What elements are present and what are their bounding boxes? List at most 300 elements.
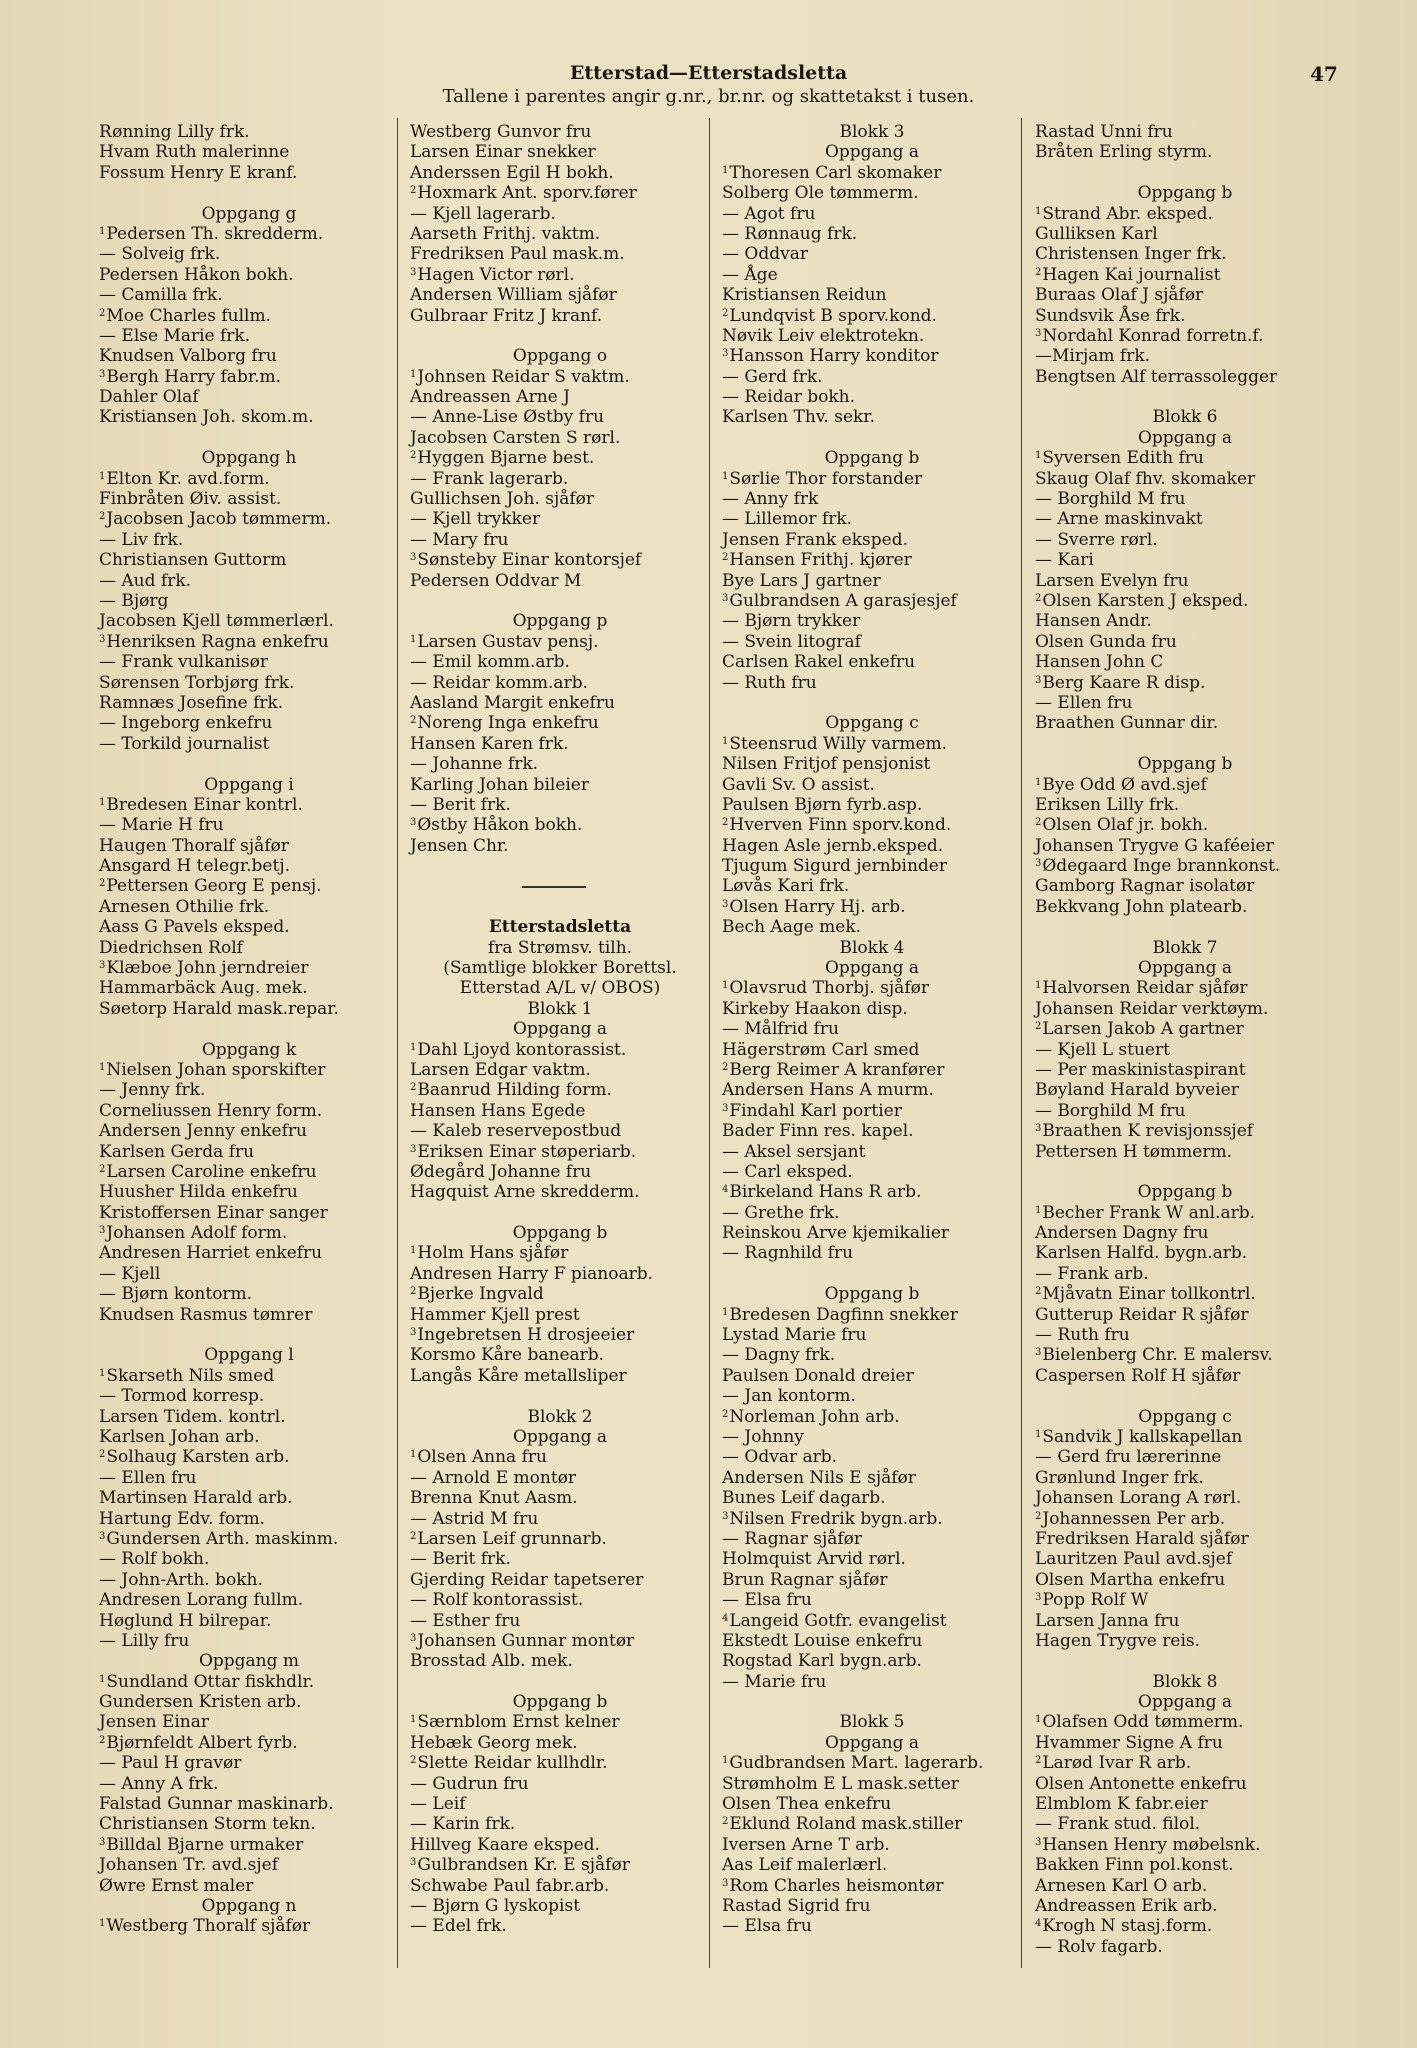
resident-entry [99,1733,399,1753]
resident-entry [722,1243,1022,1263]
entry-text: Hansen Hans Egede [410,1100,586,1121]
entry-text: — Kari [1035,550,1094,571]
entry-floor-number: 2 [99,511,106,523]
resident-entry [410,367,710,387]
resident-entry [722,1651,1022,1671]
resident-entry [410,1835,710,1855]
resident-entry [722,1019,1022,1039]
entry-text: Olsen Anna fru [417,1447,547,1468]
entry-text: Solhaug Karsten arb. [106,1447,290,1468]
entry-text: — Elsa fru [722,1916,812,1937]
entry-text: Finbråten Øiv. assist. [99,489,282,510]
entry-text: Aasland Margit enkefru [410,692,615,713]
entry-text: Anderssen Egil H bokh. [410,162,614,183]
resident-entry [99,917,399,937]
section-heading: Oppgang a [1137,427,1233,448]
entry-text: Sandvik J kallskapellan [1042,1427,1243,1447]
resident-entry [1035,1570,1335,1590]
resident-entry [722,611,1022,631]
entry-text: Johansen Trygve G kaféeier [1035,835,1274,856]
section-heading: Oppgang b [824,448,920,469]
resident-entry [1035,326,1335,346]
resident-entry [722,652,1022,672]
resident-entry [410,1549,710,1569]
column-4 [1035,122,1335,1957]
resident-entry [722,1345,1022,1365]
entry-floor-number: 2 [722,1061,729,1073]
entry-text: — Ragnhild fru [722,1243,854,1264]
resident-entry [99,509,399,529]
resident-entry [410,1366,710,1386]
entry-text: Andreassen Erik arb. [1035,1895,1218,1916]
entry-text: Olsen Harry Hj. arb. [729,896,906,917]
resident-entry [410,265,710,285]
entry-text: Klæboe John jerndreier [106,958,309,979]
section-heading: Oppgang i [204,774,294,795]
entry-text: — Berit frk. [410,1549,511,1570]
resident-entry [99,1631,399,1651]
entry-floor-number: 3 [722,592,729,604]
resident-entry [410,836,710,856]
resident-entry [722,367,1022,387]
resident-entry [722,1386,1022,1406]
resident-entry [1035,999,1335,1019]
resident-entry [410,775,710,795]
resident-entry [410,1040,710,1060]
spacer [99,1325,399,1345]
resident-entry [99,326,399,346]
resident-entry [1035,489,1335,509]
resident-entry [722,183,1022,203]
resident-entry [1035,285,1335,305]
entry-floor-number: 2 [410,715,417,727]
entry-text: Huusher Hilda enkefru [99,1182,298,1203]
entry-text: — Gerd frk. [722,366,823,387]
resident-entry [722,489,1022,509]
entry-text: — Sverre rørl. [1035,529,1158,550]
entry-text: Høglund H bilrepar. [99,1610,272,1631]
resident-entry [410,469,710,489]
resident-entry [722,1121,1022,1141]
entry-text: Gulbrandsen Kr. E sjåfør [417,1855,630,1876]
resident-entry [99,938,399,958]
entry-text: Gullichsen Joh. sjåfør [410,489,595,510]
entry-text: Søetorp Harald mask.repar. [99,998,339,1019]
entry-text: Olsen Karsten J eksped. [1042,590,1249,611]
resident-entry [99,815,399,835]
resident-entry [410,489,710,509]
section-heading: Oppgang l [204,1345,294,1366]
resident-entry [99,876,399,896]
resident-entry [99,1386,399,1406]
entry-text: Caspersen Rolf H sjåfør [1035,1365,1241,1386]
entry-text: Pedersen Håkon bokh. [99,264,294,285]
resident-entry [722,1570,1022,1590]
entry-text: Elmblom K fabr.eier [1035,1794,1208,1815]
resident-entry [722,163,1022,183]
resident-entry [1035,1019,1335,1039]
entry-text: Bekkvang John platearb. [1035,896,1248,917]
resident-entry [1035,244,1335,264]
entry-text: Eklund Roland mask.stiller [729,1814,963,1835]
resident-entry [1035,1835,1335,1855]
resident-entry [410,550,710,570]
entry-text: Slette Reidar kullhdlr. [417,1753,608,1774]
resident-entry [722,1407,1022,1427]
resident-entry [99,1264,399,1284]
entry-text: Bengtsen Alf terrassolegger [1035,366,1278,387]
resident-entry [1035,611,1335,631]
resident-entry [99,1570,399,1590]
entry-text: Rastad Sigrid fru [722,1895,871,1916]
entry-floor-number: 3 [410,1632,417,1644]
column-2 [410,122,710,1937]
page-number: 47 [1310,62,1338,86]
resident-entry [1035,122,1335,142]
entry-floor-number: 2 [410,185,417,197]
entry-text: Jacobsen Kjell tømmerlærl. [99,611,334,632]
section-heading: Oppgang c [1138,1406,1232,1427]
resident-entry [99,1182,399,1202]
entry-text: — Lilly fru [99,1630,190,1651]
entry-text: Østby Håkon bokh. [417,815,583,836]
entry-text: Johansen Reidar verktøym. [1035,998,1269,1019]
resident-entry [410,1121,710,1141]
entry-text: Hagen Trygve reis. [1035,1630,1201,1651]
resident-entry [1035,1590,1335,1610]
entry-text: Fossum Henry E kranf. [99,162,298,183]
resident-entry [1035,713,1335,733]
entry-floor-number: 3 [410,266,417,278]
resident-entry [1035,693,1335,713]
entry-text: — Oddvar [722,244,808,265]
section-heading: Oppgang a [1137,958,1233,979]
entry-text: Knudsen Rasmus tømrer [99,1304,313,1325]
spacer [1035,163,1335,183]
spacer [99,183,399,203]
entry-text: Jensen Frank eksped. [722,529,908,550]
entry-text: Aas Leif malerlærl. [722,1855,888,1876]
resident-entry [1035,795,1335,815]
entry-floor-number: 1 [99,470,106,482]
entry-text: Johansen Lorang A rørl. [1035,1488,1242,1509]
resident-entry [1035,367,1335,387]
resident-entry [99,652,399,672]
entry-text: Christiansen Storm tekn. [99,1814,316,1835]
resident-entry [722,326,1022,346]
entry-text: Bredesen Dagfinn snekker [729,1304,958,1325]
entry-text: Birkeland Hans R arb. [729,1182,922,1203]
resident-entry [99,1447,399,1467]
resident-entry [722,306,1022,326]
entry-text: Hartung Edv. form. [99,1508,265,1529]
resident-entry [1035,1325,1335,1345]
resident-entry [99,795,399,815]
entry-floor-number: 2 [1035,1510,1042,1522]
entry-text: — Borghild M fru [1035,1100,1186,1121]
entry-floor-number: 1 [410,368,417,380]
spacer [410,1386,710,1406]
entry-text: Tjugum Sigurd jernbinder [722,856,947,877]
entry-text: Fredriksen Harald sjåfør [1035,1528,1249,1549]
resident-entry [722,1488,1022,1508]
resident-entry [722,407,1022,427]
resident-entry [99,550,399,570]
resident-entry [410,754,710,774]
entry-floor-number: 2 [1035,817,1042,829]
resident-entry [410,122,710,142]
resident-entry [99,1407,399,1427]
entry-text: — Åge [722,264,778,285]
entry-text: — Bjørn G lyskopist [410,1895,581,1916]
entry-text: Mjåvatn Einar tollkontrl. [1042,1284,1256,1305]
entry-text: Johansen Gunnar montør [417,1630,635,1651]
entry-text: — Mary fru [410,529,509,550]
entry-text: — Camilla frk. [99,285,223,306]
entry-text: Johnsen Reidar S vaktm. [417,366,630,387]
resident-entry [1035,1814,1335,1834]
spacer [410,326,710,346]
entry-text: —Mirjam frk. [1035,346,1151,367]
resident-entry [722,550,1022,570]
resident-entry [1035,978,1335,998]
entry-text: Kristiansen Joh. skom.m. [99,407,314,428]
entry-floor-number: 2 [410,1082,417,1094]
entry-text: — Jan kontorm. [722,1386,856,1407]
entry-text: — Rolf kontorassist. [410,1590,584,1611]
resident-entry [410,509,710,529]
resident-entry [722,856,1022,876]
entry-text: Kristoffersen Einar sanger [99,1202,328,1223]
entry-text: — Rolf bokh. [99,1549,210,1570]
resident-entry [1035,876,1335,896]
spacer [722,428,1022,448]
entry-text: Andresen Harry F pianoarb. [410,1263,654,1284]
spacer [99,428,399,448]
resident-entry [722,632,1022,652]
entry-floor-number: 1 [99,1673,106,1685]
resident-entry [410,1916,710,1936]
entry-text: Bader Finn res. kapel. [722,1121,914,1142]
resident-entry [722,1814,1022,1834]
entry-text: — Ellen fru [99,1467,197,1488]
entry-text: Elton Kr. avd.form. [106,468,270,489]
entry-text: Moe Charles fullm. [106,305,271,326]
entry-floor-number: 1 [1035,1204,1042,1216]
entry-text: Halvorsen Reidar sjåfør [1042,978,1248,999]
section-heading: Oppgang a [1137,1692,1233,1713]
entry-text: — Frank stud. filol. [1035,1814,1201,1835]
resident-entry [99,1427,399,1447]
section-heading: Blokk 1 [527,998,593,1019]
entry-text: — Tormod korresp. [99,1386,265,1407]
entry-text: Bredesen Einar kontrl. [106,794,303,815]
resident-entry [1035,591,1335,611]
entry-text: Bye Odd Ø avd.sjef [1042,774,1207,795]
resident-entry [722,1916,1022,1936]
entry-text: Buraas Olaf J sjåfør [1035,285,1204,306]
section-heading: Oppgang c [825,713,919,734]
entry-text: Westberg Thoralf sjåfør [106,1916,311,1937]
entry-text: Bech Aage mek. [722,917,862,938]
resident-entry [410,204,710,224]
resident-entry [410,1243,710,1263]
resident-entry [99,1794,399,1814]
entry-text: Braathen Gunnar dir. [1035,713,1219,734]
resident-entry [410,1264,710,1284]
entry-text: Lystad Marie fru [722,1325,867,1346]
resident-entry [1035,1733,1335,1753]
resident-entry [722,1774,1022,1794]
resident-entry [99,1774,399,1794]
resident-entry [1035,652,1335,672]
spacer [99,754,399,774]
entry-text: Hagen Asle jernb.eksped. [722,835,944,856]
resident-entry [1035,673,1335,693]
resident-entry [1035,1040,1335,1060]
entry-text: Øwre Ernst maler [99,1875,254,1896]
entry-text: — Gerd fru lærerinne [1035,1447,1222,1468]
resident-entry [99,367,399,387]
entry-text: Westberg Gunvor fru [410,122,592,142]
resident-entry [1035,1529,1335,1549]
resident-entry [99,673,399,693]
section-heading: Oppgang a [824,1732,920,1753]
entry-text: — Karin frk. [410,1814,516,1835]
section-heading: Etterstad A/L v/ OBOS) [459,978,661,999]
resident-entry [410,428,710,448]
entry-text: Særnblom Ernst kelner [417,1712,620,1733]
section-heading: Oppgang b [1137,1182,1233,1203]
resident-entry [99,387,399,407]
resident-entry [410,1080,710,1100]
resident-entry [722,1366,1022,1386]
resident-entry [410,1570,710,1590]
resident-entry [410,1447,710,1467]
entry-text: Gjerding Reidar tapetserer [410,1569,644,1590]
resident-entry [410,183,710,203]
entry-text: Brun Ragnar sjåfør [722,1569,888,1590]
resident-entry [410,448,710,468]
entry-text: Kristiansen Reidun [722,285,887,306]
resident-entry [410,1060,710,1080]
resident-entry [410,1651,710,1671]
entry-text: Bergh Harry fabr.m. [106,366,282,387]
entry-text: Solberg Ole tømmerm. [722,183,919,204]
entry-text: Olsen Olaf jr. bokh. [1042,815,1209,836]
entry-text: Billdal Bjarne urmaker [106,1834,304,1855]
entry-text: — Emil komm.arb. [410,652,570,673]
resident-entry [1035,1509,1335,1529]
entry-floor-number: 3 [722,1102,729,1114]
entry-text: Johansen Tr. avd.sjef [99,1855,278,1876]
entry-floor-number: 4 [722,1612,729,1624]
entry-text: — Reidar komm.arb. [410,672,588,693]
resident-entry [99,142,399,162]
entry-text: — Reidar bokh. [722,387,856,408]
resident-entry [722,265,1022,285]
entry-text: Sønsteby Einar kontorsjef [417,550,642,571]
resident-entry [1035,306,1335,326]
entry-floor-number: 3 [99,368,106,380]
entry-text: Knudsen Valborg fru [99,346,277,367]
entry-floor-number: 1 [1035,1714,1042,1726]
entry-text: — Aksel sersjant [722,1141,866,1162]
spacer [722,1692,1022,1712]
entry-text: Larsen Jakob A gartner [1042,1019,1244,1040]
entry-text: — Rolv fagarb. [1035,1936,1163,1957]
entry-text: — Carl eksped. [722,1161,853,1182]
entry-text: Larsen Caroline enkefru [106,1161,317,1182]
resident-entry [99,693,399,713]
entry-text: — Astrid M fru [410,1508,539,1529]
section-heading: Oppgang p [512,611,608,632]
entry-text: — Per maskinistaspirant [1035,1059,1246,1080]
entry-text: Falstad Gunnar maskinarb. [99,1794,334,1815]
resident-entry [1035,1305,1335,1325]
entry-text: Becher Frank W anl.arb. [1042,1202,1256,1223]
entry-floor-number: 2 [722,307,729,319]
column-divider [397,118,398,1968]
entry-text: Ødegård Johanne fru [410,1161,592,1182]
section-heading: Oppgang h [201,448,297,469]
entry-text: — Svein litograf [722,631,861,652]
resident-entry [1035,632,1335,652]
entry-text: Schwabe Paul fabr.arb. [410,1875,610,1896]
entry-text: Ansgard H telegr.betj. [99,856,290,877]
resident-entry [722,1182,1022,1202]
entry-text: Berg Kaare R disp. [1042,672,1206,693]
entry-floor-number: 2 [99,1734,106,1746]
entry-text: Andersen William sjåfør [410,285,617,306]
resident-entry [410,1509,710,1529]
resident-entry [722,734,1022,754]
resident-entry [99,1590,399,1610]
spacer [1035,387,1335,407]
entry-floor-number: 1 [722,735,729,747]
entry-floor-number: 2 [1035,592,1042,604]
resident-entry [99,1162,399,1182]
entry-text: Karlsen Thv. sekr. [722,407,875,428]
entry-text: Sundland Ottar fiskhdlr. [106,1671,315,1692]
resident-entry [410,1488,710,1508]
entry-text: Hebæk Georg mek. [410,1732,578,1753]
entry-text: Andresen Harriet enkefru [99,1243,323,1264]
entry-text: Langås Kåre metallsliper [410,1365,627,1386]
entry-text: — Marie H fru [99,815,224,836]
resident-entry [99,407,399,427]
resident-entry [1035,1712,1335,1732]
entry-text: Bunes Leif dagarb. [722,1488,886,1509]
entry-floor-number: 1 [99,796,106,808]
page-subtitle: Tallene i parentes angir g.nr., br.nr. og skattetakst i tusen. [442,86,975,107]
entry-text: Nilsen Fritjof pensjonist [722,754,931,775]
entry-floor-number: 2 [410,1286,417,1298]
column-1 [99,122,399,1937]
spacer [410,591,710,611]
resident-entry [410,1182,710,1202]
entry-text: — Kjell L stuert [1035,1039,1170,1060]
entry-text: Brosstad Alb. mek. [410,1651,573,1672]
resident-entry [99,897,399,917]
entry-text: — Else Marie frk. [99,325,251,346]
entry-text: Berg Reimer A kranfører [729,1059,945,1080]
entry-text: — Frank lagerarb. [410,468,569,489]
entry-text: Strømholm E L mask.setter [722,1773,959,1794]
entry-floor-number: 3 [99,633,106,645]
entry-floor-number: 1 [410,1041,417,1053]
entry-floor-number: 2 [99,307,106,319]
